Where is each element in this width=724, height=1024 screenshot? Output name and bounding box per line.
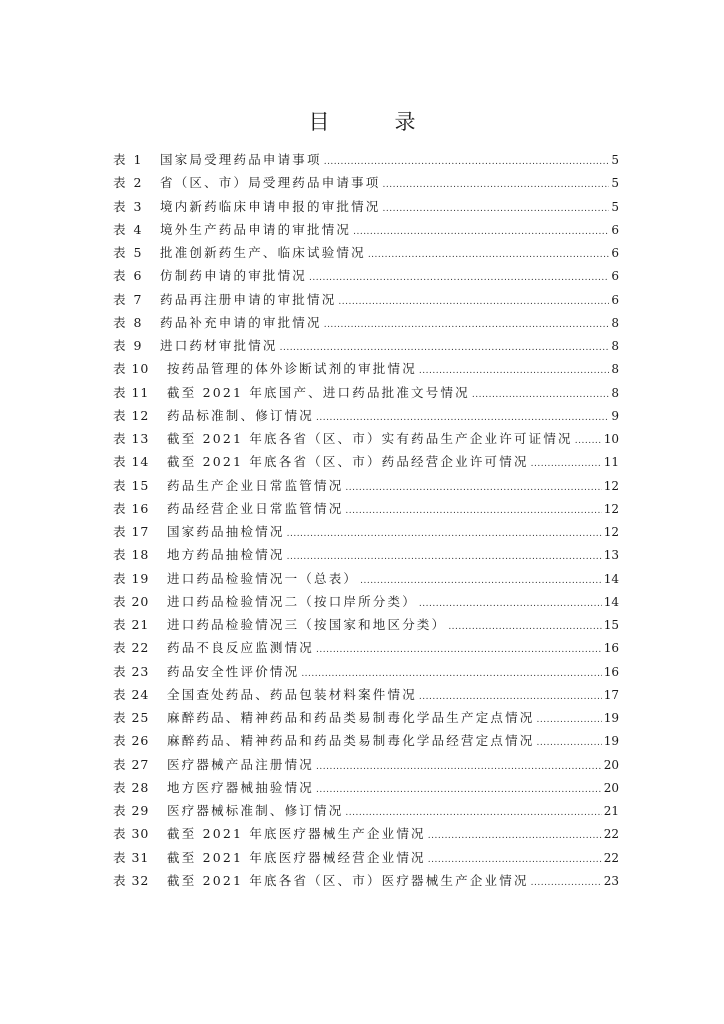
toc-entry-page: 6	[611, 222, 619, 237]
toc-entry-label: 表 19	[113, 570, 150, 586]
toc-entry-page: 19	[603, 734, 619, 749]
toc-entry-label: 表 20	[113, 593, 150, 609]
toc-entry[interactable]	[113, 567, 619, 590]
toc-entry-page: 13	[603, 548, 619, 563]
toc-entry-label: 表 13	[113, 431, 150, 446]
toc-entry-label: 表 30	[113, 826, 150, 842]
toc-entry[interactable]	[113, 497, 619, 520]
toc-entry[interactable]	[113, 660, 619, 683]
toc-entry-label: 表 18	[113, 547, 150, 563]
toc-entry[interactable]	[113, 450, 619, 473]
toc-entry[interactable]	[113, 427, 619, 450]
toc-entry[interactable]	[113, 822, 619, 845]
toc-entry-page: 20	[603, 780, 619, 795]
toc-leader-dots	[353, 221, 609, 244]
toc-entry-label: 表 2	[113, 175, 144, 191]
toc-entry-title: 药品安全性评价情况	[167, 663, 300, 679]
toc-leader-dots	[324, 314, 610, 337]
toc-entry[interactable]	[113, 148, 619, 171]
toc-entry-page: 6	[611, 292, 619, 307]
toc-leader-dots	[531, 453, 602, 476]
toc-entry-label: 表 4	[113, 221, 144, 237]
toc-leader-dots	[345, 477, 601, 500]
toc-entry-page: 20	[603, 757, 619, 772]
toc-entry[interactable]	[113, 776, 619, 799]
toc-leader-dots	[428, 825, 602, 848]
toc-entry[interactable]	[113, 753, 619, 776]
toc-entry[interactable]	[113, 590, 619, 613]
toc-entry-page: 5	[611, 153, 619, 167]
toc-entry-title: 药品经营企业日常监管情况	[167, 500, 344, 516]
toc-leader-dots	[338, 291, 609, 314]
toc-entry[interactable]	[113, 474, 619, 497]
table-of-contents	[113, 148, 619, 892]
toc-entry[interactable]	[113, 195, 619, 218]
toc-entry-label: 表 31	[113, 849, 150, 865]
toc-entry[interactable]	[113, 683, 619, 706]
toc-leader-dots	[345, 500, 601, 523]
toc-entry-title: 截至 2021 年底各省（区、市）药品经营企业许可情况	[167, 454, 529, 470]
toc-entry-title: 截至 2021 年底国产、进口药品批准文号情况	[167, 384, 470, 400]
toc-entry-title: 截至 2021 年底医疗器械生产企业情况	[167, 826, 426, 842]
toc-entry[interactable]	[113, 357, 619, 380]
page-title: 目 录	[308, 110, 438, 135]
toc-entry-label: 表 1	[113, 152, 144, 167]
toc-entry[interactable]	[113, 171, 619, 194]
toc-entry[interactable]	[113, 334, 619, 357]
toc-entry[interactable]	[113, 869, 619, 892]
toc-entry-title: 进口药品检验情况一（总表）	[167, 570, 359, 586]
toc-entry[interactable]	[113, 846, 619, 869]
toc-entry-label: 表 21	[113, 617, 150, 632]
toc-entry-title: 地方医疗器械抽验情况	[167, 779, 315, 795]
toc-entry-label: 表 3	[113, 198, 144, 214]
toc-entry-label: 表 26	[113, 733, 150, 749]
toc-entry-title: 国家药品抽检情况	[167, 524, 285, 539]
toc-entry-title: 麻醉药品、精神药品和药品类易制毒化学品生产定点情况	[167, 710, 535, 725]
toc-leader-dots	[472, 384, 610, 407]
toc-entry-page: 14	[603, 594, 619, 609]
toc-entry-label: 表 28	[113, 779, 150, 795]
toc-entry-page: 10	[603, 432, 619, 446]
toc-leader-dots	[383, 174, 610, 197]
toc-entry-page: 8	[611, 385, 619, 400]
toc-entry-title: 全国查处药品、药品包装材料案件情况	[167, 686, 417, 702]
toc-entry[interactable]	[113, 729, 619, 752]
toc-entry-title: 境内新药临床申请申报的审批情况	[160, 198, 381, 214]
toc-entry-title: 麻醉药品、精神药品和药品类易制毒化学品经营定点情况	[167, 733, 535, 749]
toc-entry-label: 表 23	[113, 663, 150, 679]
toc-entry-label: 表 8	[113, 314, 144, 330]
toc-leader-dots	[575, 430, 602, 453]
toc-entry-title: 进口药材审批情况	[160, 338, 278, 353]
toc-entry-label: 表 6	[113, 268, 144, 284]
toc-leader-dots	[316, 639, 602, 662]
toc-leader-dots	[448, 616, 601, 639]
toc-entry-title: 医疗器械标准制、修订情况	[167, 803, 344, 818]
toc-entry-title: 进口药品检验情况三（按国家和地区分类）	[167, 617, 447, 632]
toc-entry-title: 药品不良反应监测情况	[167, 640, 315, 656]
toc-entry-page: 8	[611, 339, 619, 353]
toc-entry-label: 表 5	[113, 245, 144, 260]
toc-entry-page: 11	[603, 455, 619, 470]
toc-leader-dots	[383, 198, 610, 221]
toc-entry-title: 截至 2021 年底各省（区、市）实有药品生产企业许可证情况	[167, 431, 573, 446]
toc-leader-dots	[531, 872, 602, 895]
toc-entry-title: 境外生产药品申请的审批情况	[160, 221, 352, 237]
toc-entry[interactable]	[113, 520, 619, 543]
toc-entry-title: 省（区、市）局受理药品申请事项	[160, 175, 381, 191]
toc-entry-page: 8	[611, 362, 619, 377]
toc-entry[interactable]	[113, 381, 619, 404]
toc-entry[interactable]	[113, 241, 619, 264]
toc-entry-label: 表 11	[113, 384, 150, 400]
toc-entry-title: 截至 2021 年底医疗器械经营企业情况	[167, 849, 426, 865]
toc-entry[interactable]	[113, 613, 619, 636]
toc-leader-dots	[287, 523, 602, 546]
toc-entry-title: 药品标准制、修订情况	[167, 407, 315, 423]
toc-entry-label: 表 12	[113, 407, 150, 423]
toc-entry-label: 表 27	[113, 756, 150, 772]
toc-entry-title: 药品再注册申请的审批情况	[160, 291, 337, 307]
toc-entry-label: 表 22	[113, 640, 150, 656]
toc-entry-page: 12	[603, 478, 619, 493]
toc-entry-title: 地方药品抽检情况	[167, 547, 285, 563]
toc-entry-page: 19	[603, 711, 619, 725]
toc-entry-page: 23	[603, 873, 619, 888]
toc-entry-label: 表 24	[113, 686, 150, 702]
toc-entry-label: 表 25	[113, 710, 150, 725]
toc-entry-label: 表 17	[113, 524, 150, 539]
toc-entry-page: 16	[603, 641, 619, 656]
toc-entry-label: 表 16	[113, 500, 150, 516]
toc-entry-title: 截至 2021 年底各省（区、市）医疗器械生产企业情况	[167, 872, 529, 888]
toc-entry-page: 12	[603, 525, 619, 539]
toc-leader-dots	[537, 709, 602, 732]
toc-entry-title: 药品生产企业日常监管情况	[167, 477, 344, 493]
toc-entry[interactable]	[113, 706, 619, 729]
toc-leader-dots	[316, 779, 602, 802]
toc-entry-label: 表 15	[113, 477, 150, 493]
toc-entry-page: 21	[603, 804, 619, 818]
toc-entry-page: 8	[611, 315, 619, 330]
toc-entry-title: 医疗器械产品注册情况	[167, 756, 315, 772]
toc-entry-page: 22	[603, 850, 619, 865]
toc-entry-page: 12	[603, 501, 619, 516]
toc-entry[interactable]	[113, 636, 619, 659]
toc-entry[interactable]	[113, 264, 619, 287]
toc-entry-page: 15	[603, 618, 619, 632]
toc-entry-label: 表 9	[113, 338, 144, 353]
toc-entry-page: 5	[611, 199, 619, 214]
toc-entry-page: 16	[603, 664, 619, 679]
toc-entry[interactable]	[113, 799, 619, 822]
toc-entry-label: 表 29	[113, 803, 150, 818]
toc-entry-page: 6	[611, 269, 619, 284]
toc-entry-page: 5	[611, 176, 619, 191]
toc-entry-page: 17	[603, 687, 619, 702]
toc-entry-title: 仿制药申请的审批情况	[160, 268, 308, 284]
toc-entry-title: 药品补充申请的审批情况	[160, 314, 322, 330]
toc-entry-title: 按药品管理的体外诊断试剂的审批情况	[167, 361, 417, 377]
toc-entry-page: 6	[611, 246, 619, 260]
toc-leader-dots	[309, 267, 609, 290]
toc-entry[interactable]	[113, 288, 619, 311]
toc-entry-page: 14	[603, 571, 619, 586]
toc-leader-dots	[368, 244, 610, 267]
toc-entry[interactable]	[113, 218, 619, 241]
toc-entry-page: 9	[611, 408, 619, 423]
toc-entry-label: 表 7	[113, 291, 144, 307]
toc-entry-title: 国家局受理药品申请事项	[160, 152, 322, 167]
toc-leader-dots	[316, 756, 602, 779]
toc-entry-label: 表 14	[113, 454, 150, 470]
toc-entry[interactable]	[113, 311, 619, 334]
toc-entry-label: 表 10	[113, 361, 150, 377]
toc-entry-title: 批准创新药生产、临床试验情况	[160, 245, 366, 260]
toc-entry-title: 进口药品检验情况二（按口岸所分类）	[167, 593, 417, 609]
toc-leader-dots	[537, 732, 602, 755]
toc-entry-label: 表 32	[113, 872, 150, 888]
toc-entry-page: 22	[603, 827, 619, 842]
toc-entry[interactable]	[113, 404, 619, 427]
toc-entry[interactable]	[113, 543, 619, 566]
